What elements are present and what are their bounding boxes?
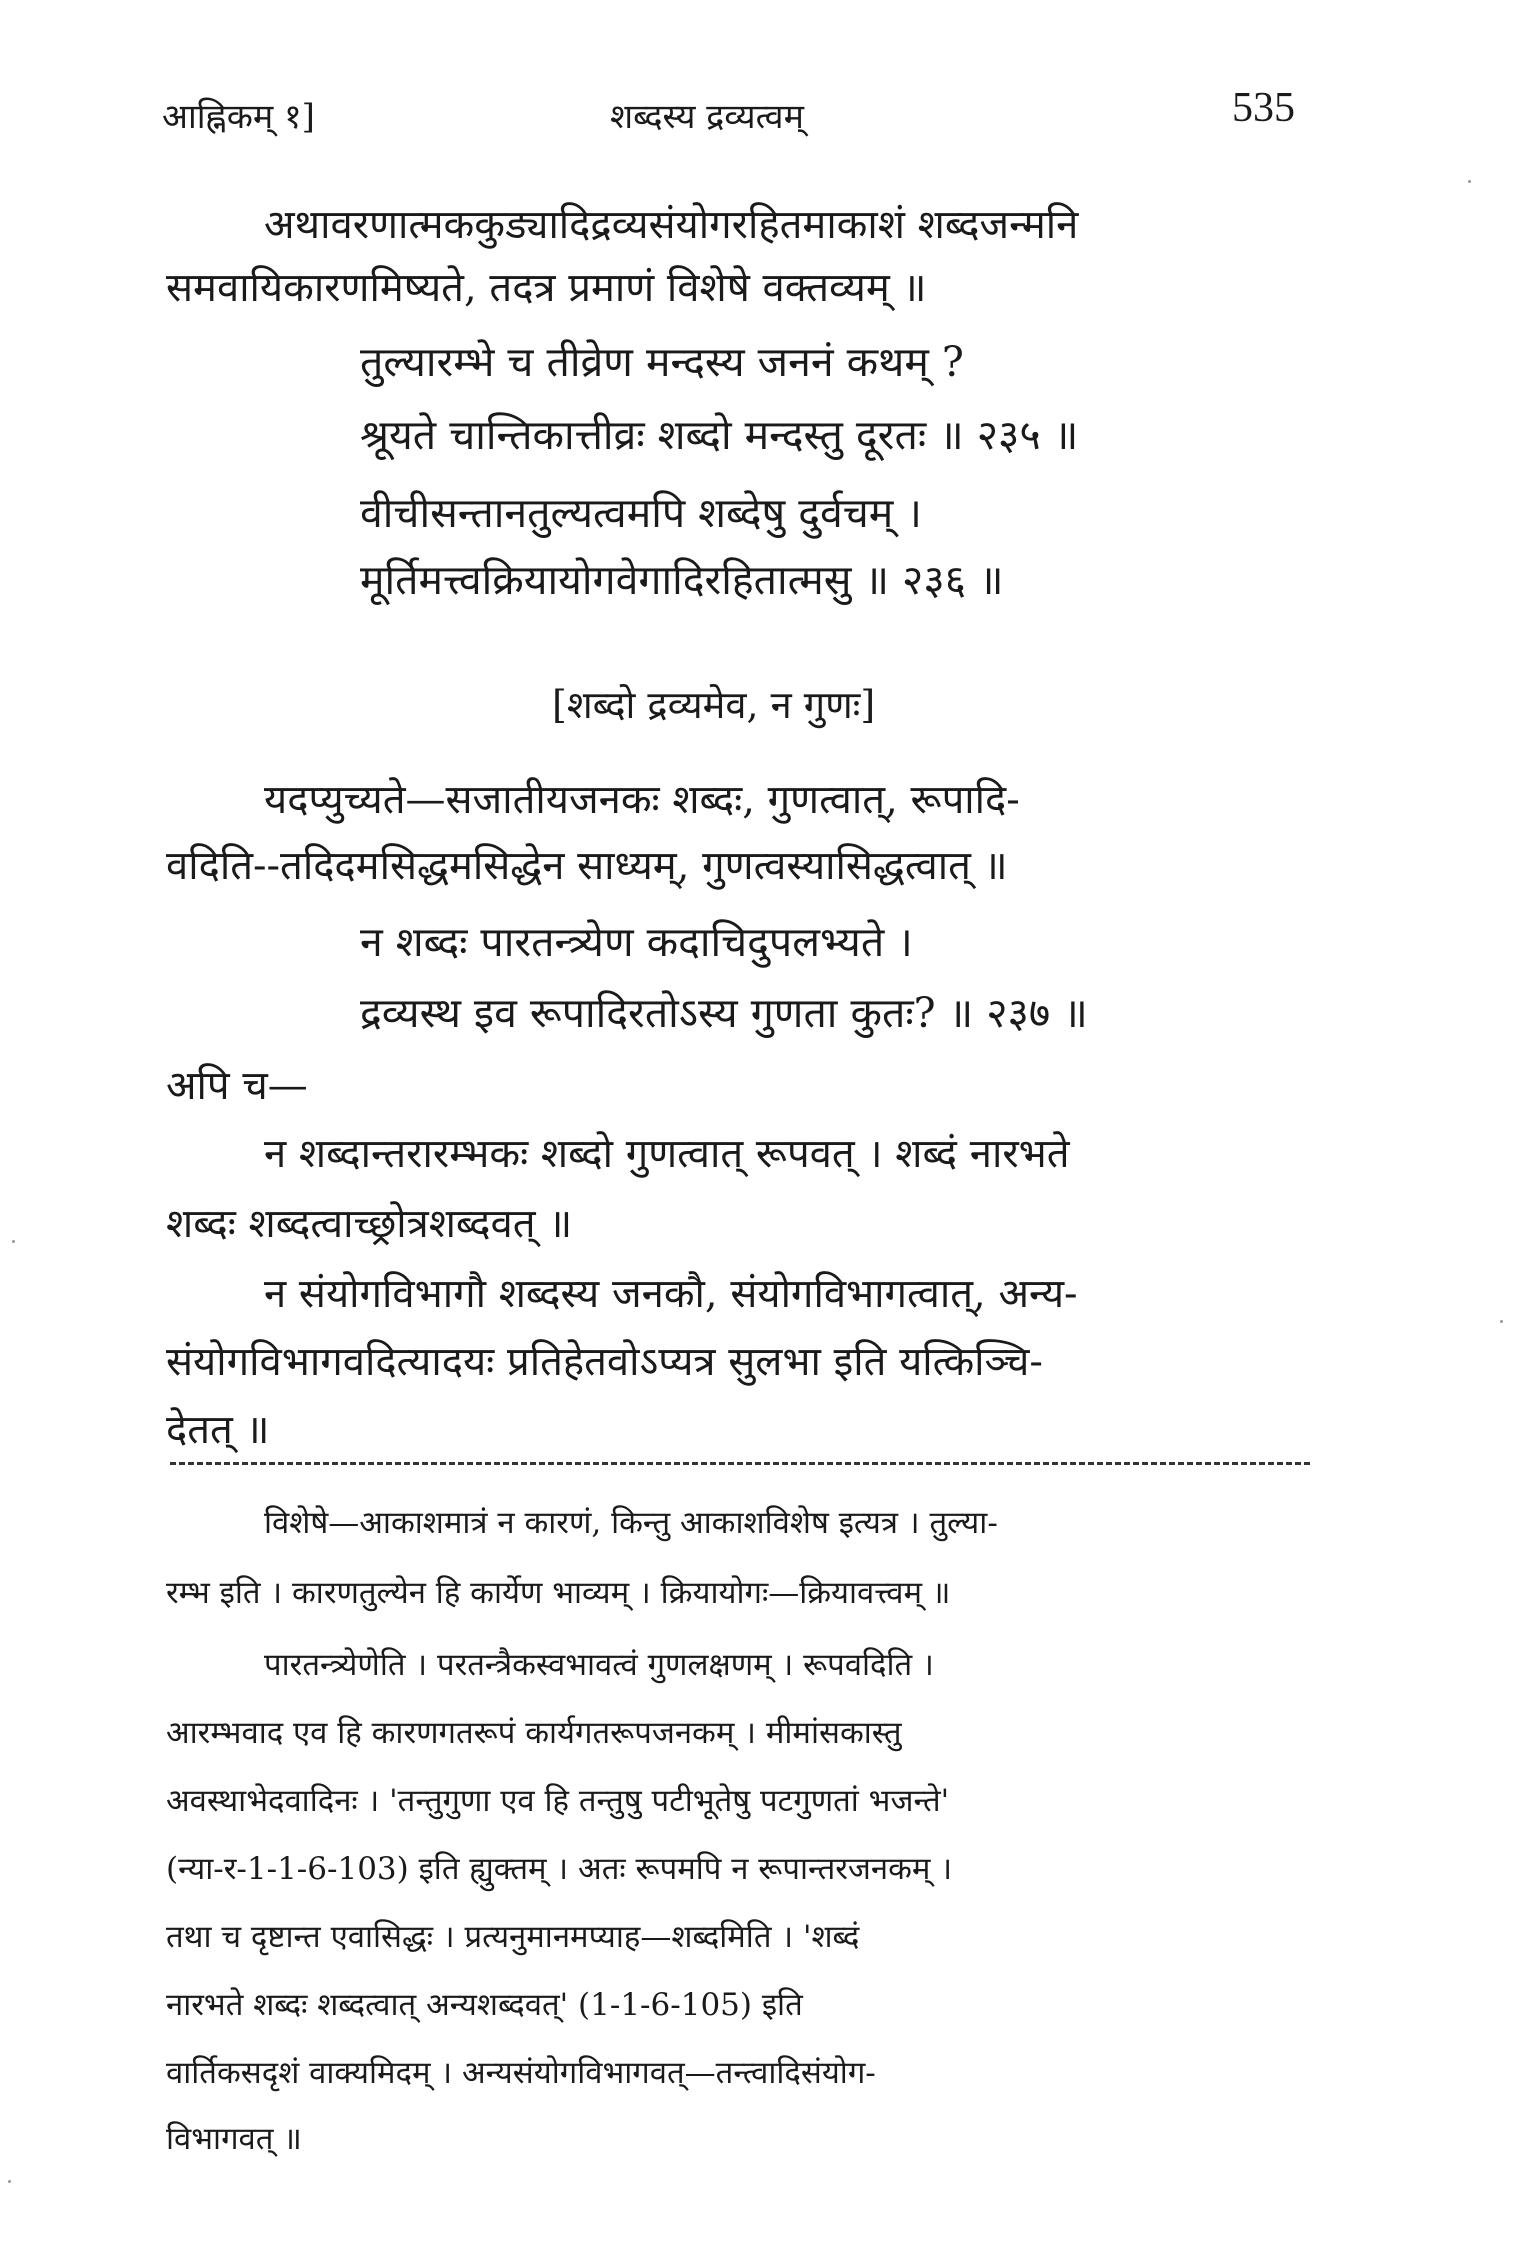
section-heading: [शब्दो द्रव्यमेव, न गुणः] (552, 683, 876, 727)
verse-236-line-2: मूर्तिमत्त्वक्रियायोगवेगादिरहितात्मसु ॥ २३६ ॥ (360, 556, 1004, 604)
verse-237-line-1: न शब्दः पारतन्त्र्येण कदाचिदुपलभ्यते । (360, 918, 913, 966)
api-ca-label: अपि च— (166, 1063, 308, 1109)
para3-line-1: न शब्दान्तरारम्भकः शब्दो गुणत्वात् रूपवत् । शब्दं नारभते (264, 1131, 1070, 1177)
para2-line-1: यदप्युच्यते—सजातीयजनकः शब्दः, गुणत्वात्, रूपादि- (264, 777, 1020, 823)
footnote-line-6: (न्या-र-1-1-6-103) इति ह्युक्तम् । अतः रूपमपि न रूपान्तरजनकम् । (166, 1851, 953, 1887)
verse-236-line-1: वीचीसन्तानतुल्यत्वमपि शब्देषु दुर्वचम् । (360, 489, 922, 537)
verse-235-line-2: श्रूयते चान्तिकात्तीव्रः शब्दो मन्दस्तु दूरतः ॥ २३५ ॥ (360, 411, 1079, 459)
page-number: 535 (1232, 85, 1295, 131)
scan-speck (12, 1240, 15, 1243)
footnote-line-2: रम्भ इति । कारणतुल्येन हि कार्येण भाव्यम् । क्रियायोगः—क्रियावत्त्वम् ॥ (166, 1575, 951, 1611)
verse-237-line-2: द्रव्यस्थ इव रूपादिरतोऽस्य गुणता कुतः? ॥ २३७ ॥ (360, 989, 1088, 1037)
para3-line-2: शब्दः शब्दत्वाच्छ्रोत्रशब्दवत् ॥ (166, 1201, 573, 1247)
para1-line-2: समवायिकारणमिष्यते, तदत्र प्रमाणं विशेषे वक्तव्यम् ॥ (166, 265, 927, 311)
footnote-line-4: आरम्भवाद एव हि कारणगतरूपं कार्यगतरूपजनकम् । मीमांसकास्तु (166, 1715, 902, 1751)
footnote-line-3: पारतन्त्र्येणेति । परतन्त्रैकस्वभावत्वं गुणलक्षणम् । रूपवदिति । (264, 1647, 934, 1683)
para4-line-1: न संयोगविभागौ शब्दस्य जनकौ, संयोगविभागत्वात्, अन्य- (264, 1271, 1078, 1317)
scan-speck (1468, 180, 1471, 183)
para1-line-1: अथावरणात्मककुड्यादिद्रव्यसंयोगरहितमाकाशं शब्दजन्मनि (264, 202, 1079, 248)
footnote-line-1: विशेषे—आकाशमात्रं न कारणं, किन्तु आकाशविशेष इत्यत्र । तुल्या- (264, 1505, 998, 1541)
footnote-line-5: अवस्थाभेदवादिनः । 'तन्तुगुणा एव हि तन्तुषु पटीभूतेषु पटगुणतां भजन्ते' (166, 1783, 950, 1819)
footnote-line-8: नारभते शब्दः शब्दत्वात् अन्यशब्दवत्' (1-1-6-105) इति (166, 1987, 803, 2023)
verse-235-line-1: तुल्यारम्भे च तीव्रेण मन्दस्य जननं कथम् ? (360, 338, 964, 386)
footnote-line-7: तथा च दृष्टान्त एवासिद्धः । प्रत्यनुमानमप्याह—शब्दमिति । 'शब्दं (166, 1919, 860, 1955)
running-header-left: आह्निकम् १] (162, 97, 315, 137)
footnote-line-9: वार्तिकसदृशं वाक्यमिदम् । अन्यसंयोगविभागवत्—तन्त्वादिसंयोग- (166, 2055, 876, 2091)
footnote-separator (170, 1462, 1310, 1465)
para4-line-3: देतत् ॥ (166, 1407, 270, 1453)
para2-line-2: वदिति--तदिदमसिद्धमसिद्धेन साध्यम्, गुणत्वस्यासिद्धत्वात् ॥ (166, 843, 1008, 889)
running-header-title: शब्दस्य द्रव्यत्वम् (610, 97, 804, 137)
footnote-line-10: विभागवत् ॥ (166, 2121, 302, 2157)
scan-speck (8, 2180, 11, 2183)
para4-line-2: संयोगविभागवदित्यादयः प्रतिहेतवोऽप्यत्र सुलभा इति यत्किञ्चि- (166, 1339, 1043, 1385)
scan-speck (1500, 1320, 1503, 1323)
